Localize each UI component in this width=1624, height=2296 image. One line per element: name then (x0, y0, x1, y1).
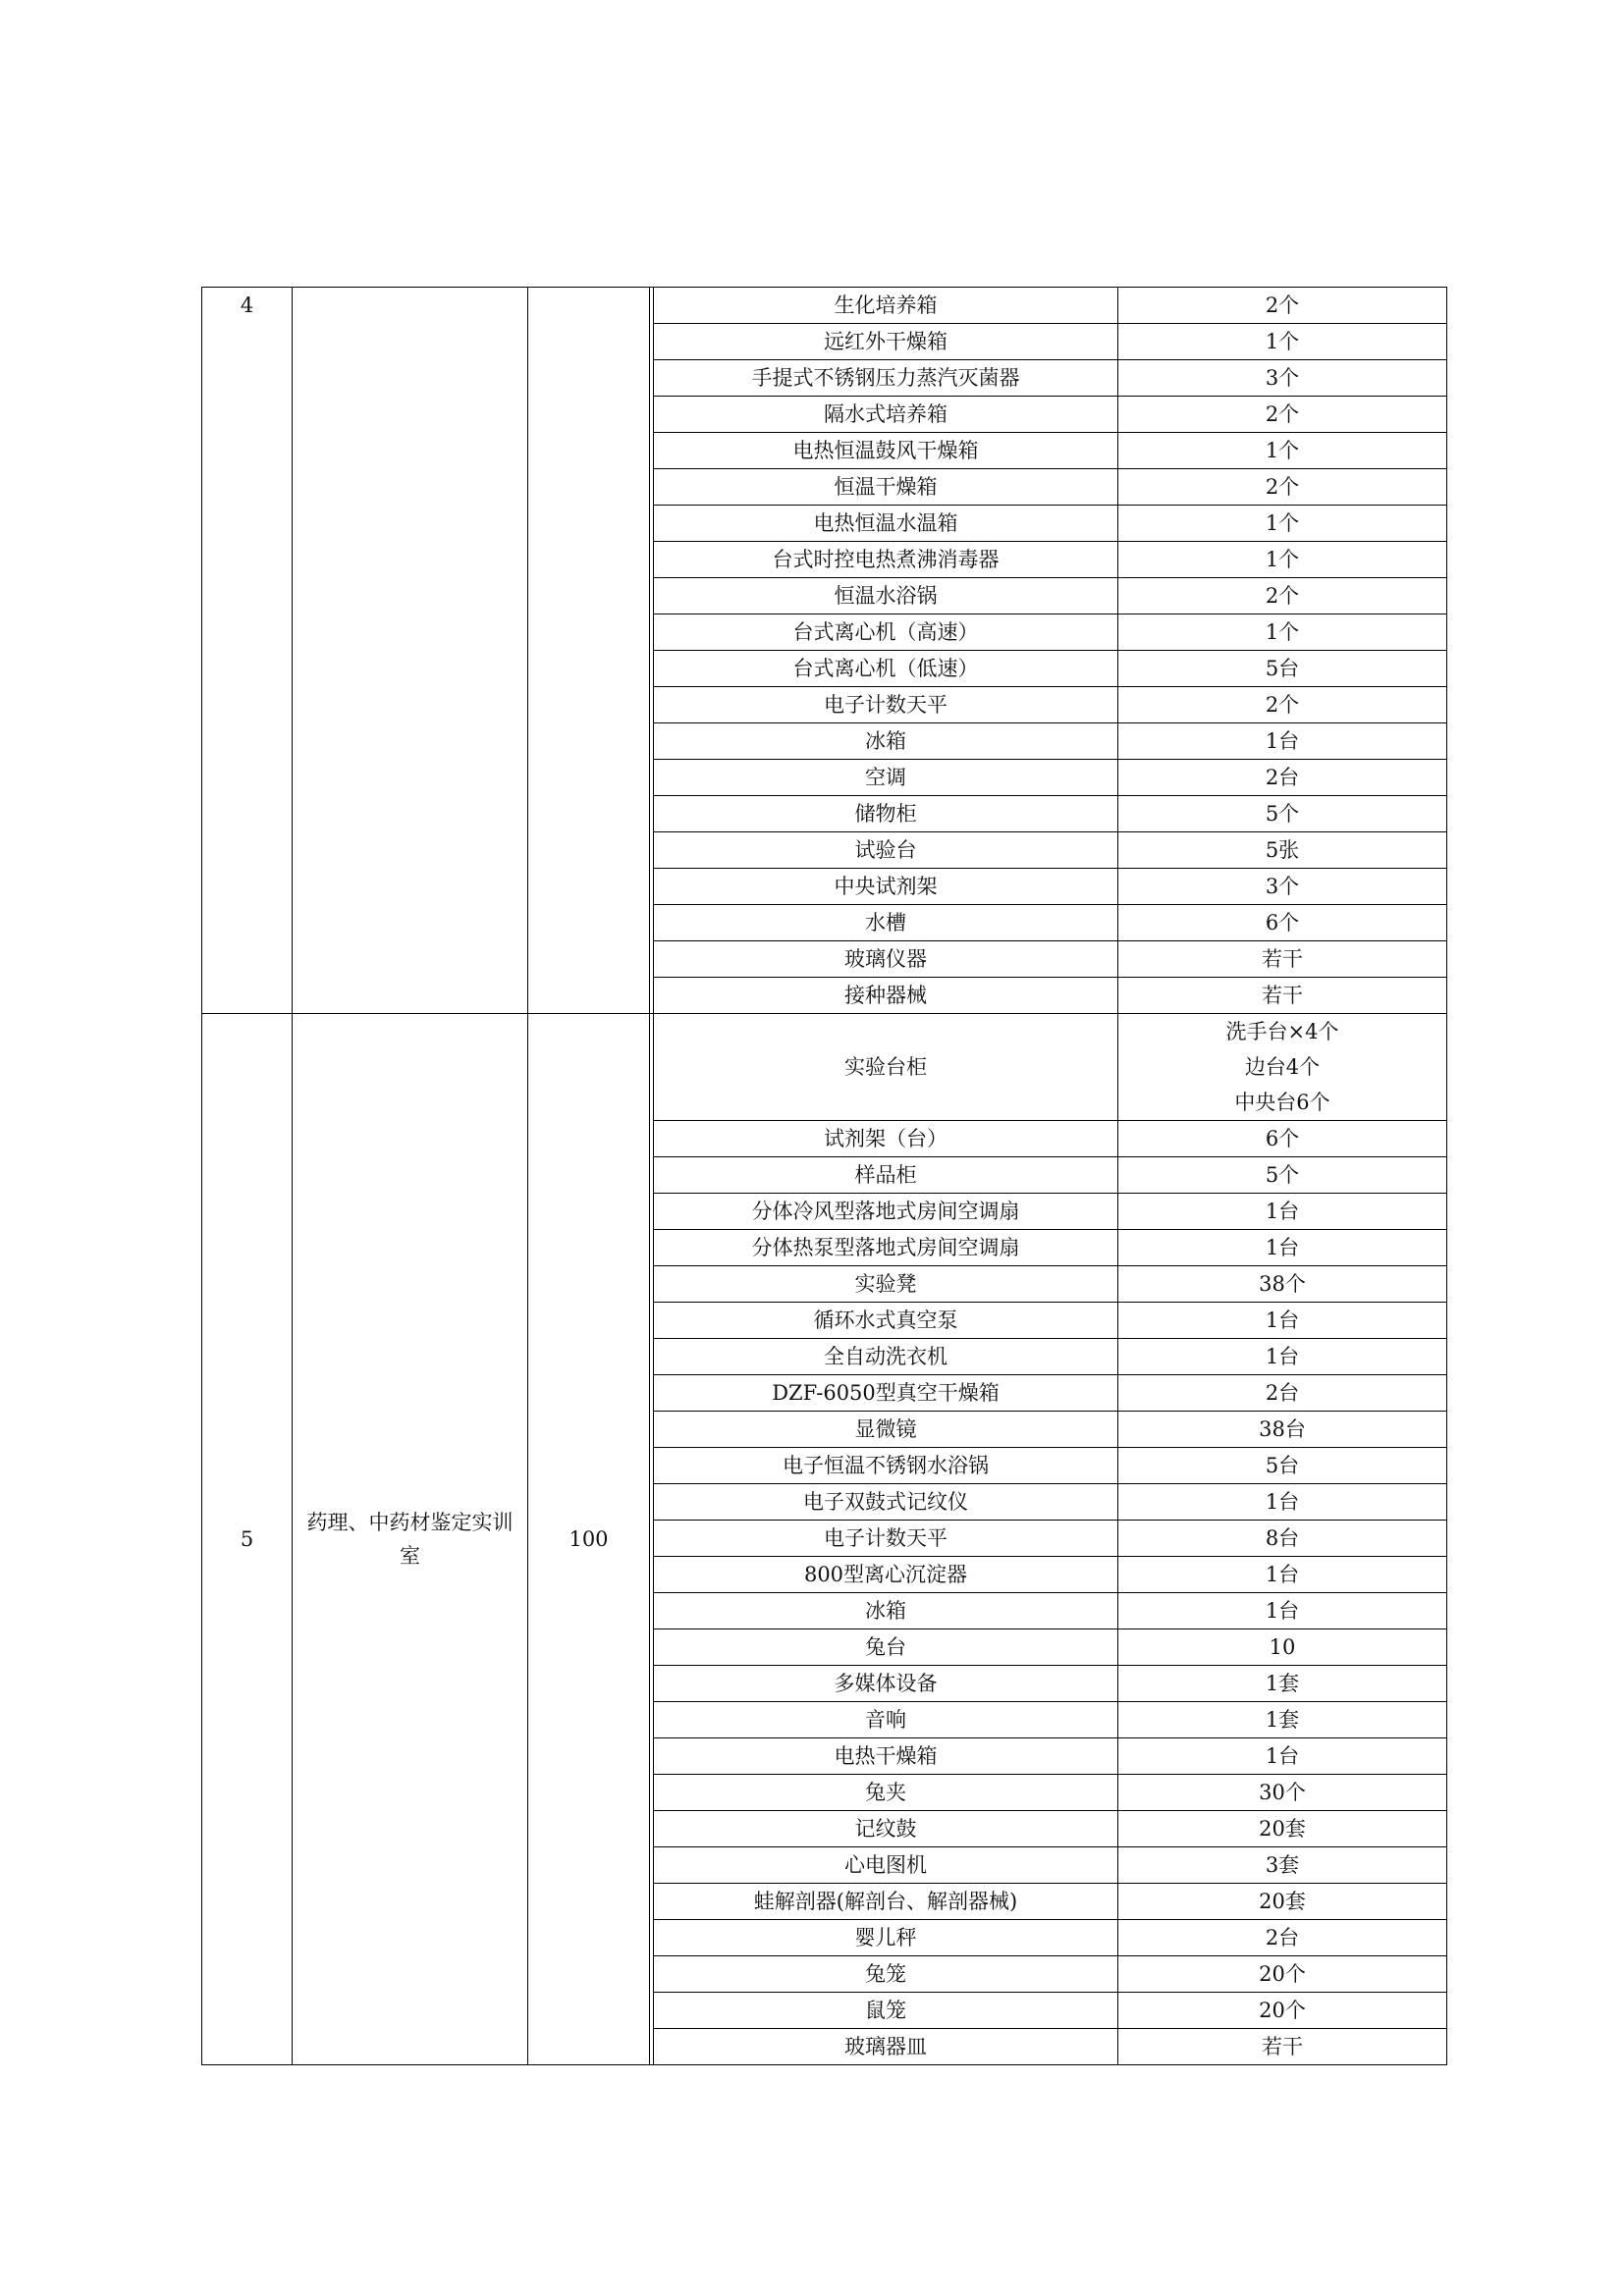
group-number-cell: 5 (202, 1014, 293, 2065)
quantity-cell: 1台 (1118, 723, 1447, 760)
quantity-cell: 1台 (1118, 1557, 1447, 1593)
equipment-name-cell: 记纹鼓 (654, 1811, 1118, 1847)
quantity-cell: 5个 (1118, 1157, 1447, 1194)
equipment-name-cell: 分体冷风型落地式房间空调扇 (654, 1194, 1118, 1230)
equipment-name-cell: 音响 (654, 1702, 1118, 1738)
area-cell (528, 288, 650, 1014)
quantity-cell: 10 (1118, 1629, 1447, 1666)
quantity-cell: 5台 (1118, 1448, 1447, 1484)
quantity-cell: 2个 (1118, 578, 1447, 614)
equipment-name-cell: 台式离心机（高速） (654, 614, 1118, 651)
quantity-cell: 8台 (1118, 1521, 1447, 1557)
equipment-name-cell: 恒温水浴锅 (654, 578, 1118, 614)
equipment-name-cell: 电热恒温水温箱 (654, 506, 1118, 542)
quantity-cell: 1台 (1118, 1339, 1447, 1375)
equipment-name-cell: 生化培养箱 (654, 288, 1118, 324)
quantity-cell: 若干 (1118, 941, 1447, 978)
equipment-name-cell: 电子双鼓式记纹仪 (654, 1484, 1118, 1521)
quantity-line: 边台4个 (1244, 1055, 1321, 1079)
equipment-name-cell: 兔笼 (654, 1956, 1118, 1993)
quantity-cell: 38台 (1118, 1412, 1447, 1448)
quantity-cell: 5台 (1118, 651, 1447, 687)
equipment-name-cell: 接种器械 (654, 978, 1118, 1014)
equipment-name-cell: 蛙解剖器(解剖台、解剖器械) (654, 1884, 1118, 1920)
equipment-name-cell: 电子计数天平 (654, 687, 1118, 723)
equipment-name-cell: 显微镜 (654, 1412, 1118, 1448)
quantity-cell: 1个 (1118, 542, 1447, 578)
equipment-name-cell: 样品柜 (654, 1157, 1118, 1194)
equipment-name-cell: 手提式不锈钢压力蒸汽灭菌器 (654, 360, 1118, 397)
equipment-name-cell: 储物柜 (654, 796, 1118, 832)
table-row (202, 288, 1447, 324)
quantity-cell: 2台 (1118, 1920, 1447, 1956)
equipment-name-cell: 远红外干燥箱 (654, 324, 1118, 360)
quantity-cell: 2个 (1118, 469, 1447, 506)
quantity-cell: 20个 (1118, 1956, 1447, 1993)
area-cell: 100 (528, 1014, 650, 2065)
quantity-line: 洗手台×4个 (1225, 1020, 1339, 1043)
quantity-cell: 1套 (1118, 1702, 1447, 1738)
quantity-cell (1118, 1014, 1447, 1121)
equipment-name-cell: 心电图机 (654, 1847, 1118, 1884)
quantity-cell: 1个 (1118, 433, 1447, 469)
equipment-name-cell: 800型离心沉淀器 (654, 1557, 1118, 1593)
quantity-cell: 5张 (1118, 832, 1447, 869)
quantity-cell: 20个 (1118, 1993, 1447, 2029)
quantity-cell: 1台 (1118, 1484, 1447, 1521)
quantity-cell: 30个 (1118, 1775, 1447, 1811)
quantity-cell: 1台 (1118, 1593, 1447, 1629)
equipment-name-cell: 冰箱 (654, 1593, 1118, 1629)
equipment-name-cell: 玻璃器皿 (654, 2029, 1118, 2065)
table-body (202, 288, 1447, 2065)
room-name-cell: 药理、中药材鉴定实训室 (293, 1014, 528, 2065)
quantity-cell: 3套 (1118, 1847, 1447, 1884)
equipment-name-cell: 恒温干燥箱 (654, 469, 1118, 506)
quantity-cell: 2台 (1118, 1375, 1447, 1412)
quantity-cell: 6个 (1118, 1121, 1447, 1157)
equipment-name-cell: 电子计数天平 (654, 1521, 1118, 1557)
equipment-name-cell: 水槽 (654, 905, 1118, 941)
quantity-cell: 1台 (1118, 1230, 1447, 1266)
equipment-name-cell: 玻璃仪器 (654, 941, 1118, 978)
equipment-name-cell: 循环水式真空泵 (654, 1303, 1118, 1339)
quantity-cell: 1台 (1118, 1738, 1447, 1775)
equipment-name-cell: 实验凳 (654, 1266, 1118, 1303)
equipment-name-cell: 电子恒温不锈钢水浴锅 (654, 1448, 1118, 1484)
quantity-cell: 1个 (1118, 324, 1447, 360)
equipment-name-cell: DZF-6050型真空干燥箱 (654, 1375, 1118, 1412)
quantity-cell: 3个 (1118, 360, 1447, 397)
equipment-name-cell: 兔夹 (654, 1775, 1118, 1811)
equipment-name-cell: 全自动洗衣机 (654, 1339, 1118, 1375)
equipment-name-cell: 冰箱 (654, 723, 1118, 760)
equipment-name-cell: 试验台 (654, 832, 1118, 869)
equipment-name-cell: 电热恒温鼓风干燥箱 (654, 433, 1118, 469)
quantity-cell: 2台 (1118, 760, 1447, 796)
quantity-cell: 1个 (1118, 614, 1447, 651)
quantity-cell: 2个 (1118, 288, 1447, 324)
equipment-name-cell: 电热干燥箱 (654, 1738, 1118, 1775)
quantity-line: 中央台6个 (1234, 1091, 1330, 1114)
equipment-name-cell: 中央试剂架 (654, 869, 1118, 905)
equipment-name-cell: 台式时控电热煮沸消毒器 (654, 542, 1118, 578)
room-name-cell (293, 288, 528, 1014)
equipment-table (201, 287, 1447, 2065)
quantity-cell: 5个 (1118, 796, 1447, 832)
equipment-name-cell: 实验台柜 (654, 1014, 1118, 1121)
equipment-name-cell: 分体热泵型落地式房间空调扇 (654, 1230, 1118, 1266)
equipment-name-cell: 台式离心机（低速） (654, 651, 1118, 687)
equipment-name-cell: 空调 (654, 760, 1118, 796)
equipment-name-cell: 试剂架（台） (654, 1121, 1118, 1157)
quantity-cell: 20套 (1118, 1884, 1447, 1920)
equipment-name-cell: 兔台 (654, 1629, 1118, 1666)
quantity-cell: 1个 (1118, 506, 1447, 542)
equipment-name-cell: 多媒体设备 (654, 1666, 1118, 1702)
quantity-cell: 38个 (1118, 1266, 1447, 1303)
quantity-cell: 2个 (1118, 687, 1447, 723)
quantity-cell: 1台 (1118, 1194, 1447, 1230)
equipment-name-cell: 婴儿秤 (654, 1920, 1118, 1956)
equipment-name-cell: 鼠笼 (654, 1993, 1118, 2029)
quantity-cell: 若干 (1118, 2029, 1447, 2065)
equipment-name-cell: 隔水式培养箱 (654, 397, 1118, 433)
quantity-cell: 20套 (1118, 1811, 1447, 1847)
table-row (202, 1014, 1447, 1121)
quantity-cell: 6个 (1118, 905, 1447, 941)
group-number-cell: 4 (202, 288, 293, 1014)
quantity-cell: 2个 (1118, 397, 1447, 433)
quantity-cell: 3个 (1118, 869, 1447, 905)
quantity-cell: 1套 (1118, 1666, 1447, 1702)
quantity-cell: 若干 (1118, 978, 1447, 1014)
quantity-cell: 1台 (1118, 1303, 1447, 1339)
